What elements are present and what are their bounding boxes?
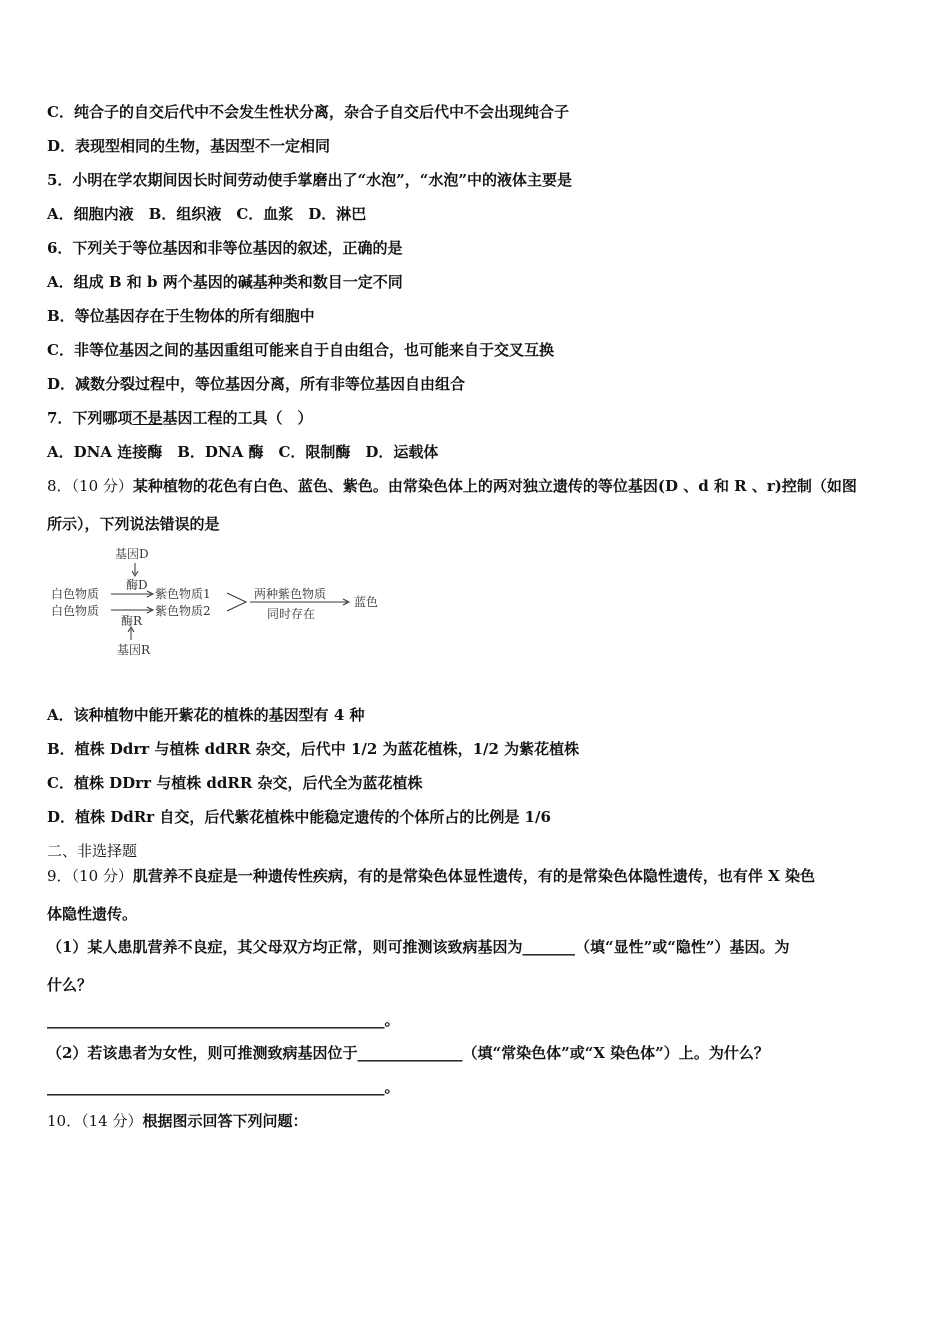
q7-options: A．DNA 连接酶 B．DNA 酶 C．限制酶 D．运载体 bbox=[47, 443, 439, 461]
diagram-both-line2: 同时存在 bbox=[267, 607, 316, 621]
q9-part1-line2: 什么？ bbox=[47, 976, 93, 994]
q8-number: 8．（10 分） bbox=[47, 477, 133, 495]
q9-part1-answer-blank: _____________________________________________。 bbox=[47, 1011, 400, 1029]
q8-option-c: C．植株 DDrr 与植株 ddRR 杂交，后代全为蓝花植株 bbox=[47, 774, 423, 792]
section-heading: 二、非选择题 bbox=[47, 842, 138, 860]
q9-stem-line2: 体隐性遗传。 bbox=[47, 905, 138, 923]
diagram-purple-2: 紫色物质2 bbox=[155, 604, 211, 618]
q10-number: 10．（14 分） bbox=[47, 1112, 143, 1130]
q9-stem-text: 肌营养不良症是一种遗传性疾病，有的是常染色体显性遗传，有的是常染色体隐性遗传，也有伴 X 染色 bbox=[132, 867, 815, 885]
q9-number: 9．（10 分） bbox=[47, 867, 133, 885]
q4-option-c: C．纯合子的自交后代中不会发生性状分离，杂合子自交后代中不会出现纯合子 bbox=[47, 103, 569, 121]
q8-pathway-diagram bbox=[47, 543, 392, 661]
diagram-gene-r: 基因R bbox=[117, 643, 151, 657]
q4-option-d: D．表现型相同的生物，基因型不一定相同 bbox=[47, 137, 331, 155]
q7-stem-post: 基因工程的工具（ ） bbox=[162, 409, 313, 427]
diagram-white-1: 白色物质 bbox=[51, 587, 100, 601]
q8-option-d: D．植株 DdRr 自交，后代紫花植株中能稳定遗传的个体所占的比例是 1/6 bbox=[47, 808, 551, 826]
q6-option-a: A．组成 B 和 b 两个基因的碱基种类和数目一定不同 bbox=[47, 273, 403, 291]
q8-stem-text: 某种植物的花色有白色、蓝色、紫色。由常染色体上的两对独立遗传的等位基因(D 、d 和 R 、r)控制（如图 bbox=[132, 477, 857, 495]
diagram-both-line1: 两种紫色物质 bbox=[254, 587, 327, 601]
diagram-blue: 蓝色 bbox=[354, 595, 379, 609]
q7-stem-underlined: 不是 bbox=[132, 409, 163, 427]
diagram-white-2: 白色物质 bbox=[51, 604, 100, 618]
q6-option-d: D．减数分裂过程中，等位基因分离，所有非等位基因自由组合 bbox=[47, 375, 466, 393]
q6-option-c: C．非等位基因之间的基因重组可能来自于自由组合，也可能来自于交叉互换 bbox=[47, 341, 554, 359]
q5-options: A．细胞内液 B．组织液 C．血浆 D．淋巴 bbox=[47, 205, 367, 223]
q8-stem-line2: 所示），下列说法错误的是 bbox=[47, 515, 220, 533]
q5-stem: 5．小明在学农期间因长时间劳动使手掌磨出了“水泡”，“水泡”中的液体主要是 bbox=[47, 171, 572, 189]
diagram-gene-d: 基因D bbox=[115, 547, 149, 561]
q9-part1-line1: （1）某人患肌营养不良症，其父母双方均正常，则可推测该致病基因为_______（填“显性”或“隐性”）基因。为 bbox=[47, 938, 790, 956]
q7-stem bbox=[47, 408, 312, 428]
q9-part2-answer-blank: _____________________________________________。 bbox=[47, 1078, 400, 1096]
q9-stem-line1 bbox=[47, 866, 815, 886]
q10-stem-text: 根据图示回答下列问题： bbox=[142, 1112, 308, 1130]
q7-stem-pre: 7．下列哪项 bbox=[47, 409, 133, 427]
diagram-purple-1: 紫色物质1 bbox=[155, 587, 211, 601]
q8-option-b: B．植株 Ddrr 与植株 ddRR 杂交，后代中 1/2 为蓝花植株，1/2 为紫花植株 bbox=[47, 740, 580, 758]
q8-option-a: A．该种植物中能开紫花的植株的基因型有 4 种 bbox=[47, 706, 365, 724]
q6-option-b: B．等位基因存在于生物体的所有细胞中 bbox=[47, 307, 315, 325]
q9-part2-line1: （2）若该患者为女性，则可推测致病基因位于______________（填“常染色体”或“X 染色体”）上。为什么？ bbox=[47, 1044, 769, 1062]
diagram-enzyme-r: 酶R bbox=[121, 614, 143, 628]
q6-stem: 6．下列关于等位基因和非等位基因的叙述，正确的是 bbox=[47, 239, 403, 257]
q10-stem bbox=[47, 1111, 307, 1131]
diagram-enzyme-d: 酶D bbox=[126, 578, 148, 592]
q8-stem-line1 bbox=[47, 476, 857, 496]
